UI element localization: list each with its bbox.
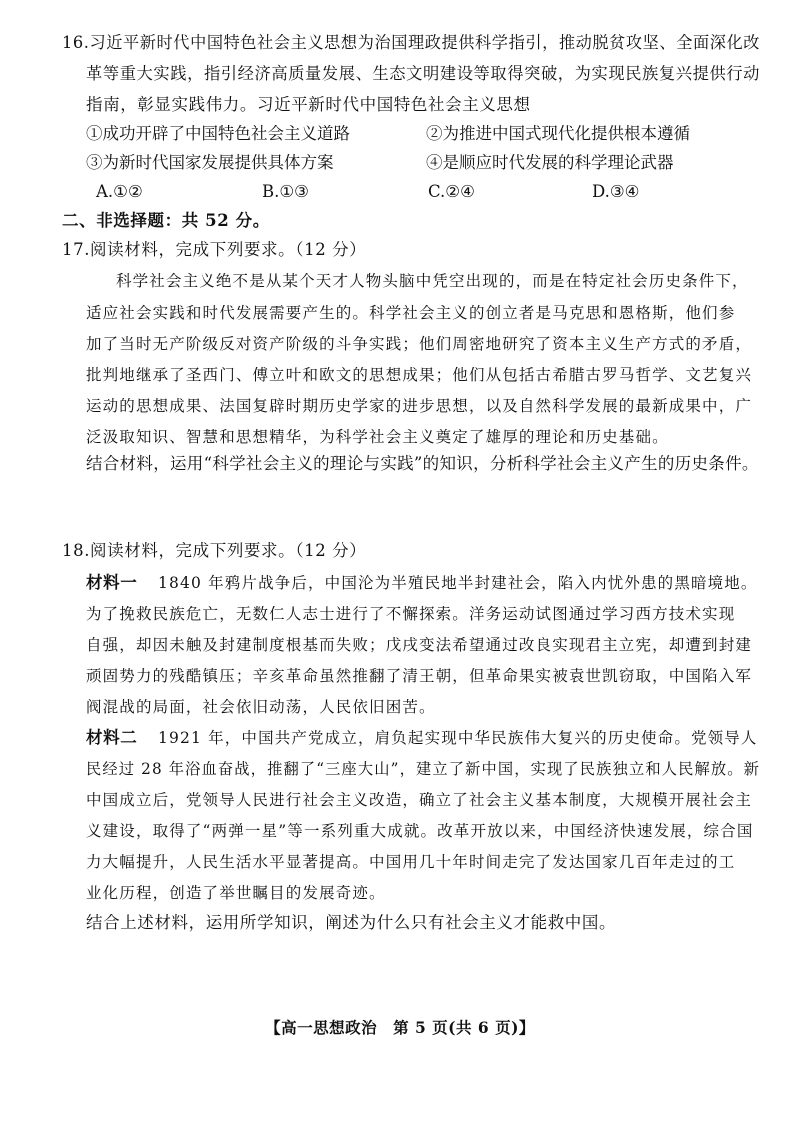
q16-statement-1: ①成功开辟了中国特色社会主义道路	[86, 124, 350, 143]
q17-title: 17.阅读材料，完成下列要求。（12 分）	[62, 240, 367, 259]
q18-material1-line-5: 阀混战的局面，社会依旧动荡，人民依旧困苦。	[86, 698, 436, 716]
q16-stem-line-1: 16.习近平新时代中国特色社会主义思想为治国理政提供科学指引，推动脱贫攻坚、全面深化改	[62, 33, 761, 52]
q16-choice-b: B.①③	[262, 182, 309, 201]
q18-material1-line-1: 1840 年鸦片战争后，中国沦为半殖民地半封建社会，陷入内忧外患的黑暗境地。	[158, 574, 758, 592]
page-footer: 【高一思想政治 第 5 页(共 6 页)】	[265, 1018, 535, 1037]
q16-statement-2: ②为推进中国式现代化提供根本遵循	[426, 124, 690, 143]
q17-material-line-4: 批判地继承了圣西门、傅立叶和欧文的思想成果；他们从包括古希腊古罗马哲学、文艺复兴	[86, 366, 753, 384]
q18-material2-label: 材料二	[86, 728, 138, 747]
q18-title: 18.阅读材料，完成下列要求。（12 分）	[62, 541, 367, 560]
q17-material-line-5: 运动的思想成果、法国复辟时期历史学家的进步思想，以及自然科学发展的最新成果中，广	[86, 397, 753, 415]
q16-stem-line-2: 革等重大实践，指引经济高质量发展、生态文明建设等取得突破，为实现民族复兴提供行动	[86, 64, 761, 83]
q18-material2-line-2: 民经过 28 年浴血奋战，推翻了“三座大山”，建立了新中国，实现了民族独立和人民解放。新	[86, 760, 761, 778]
q18-material2-line-6: 业化历程，创造了举世瞩目的发展奇迹。	[86, 884, 386, 902]
q17-material-line-6: 泛汲取知识、智慧和思想精华，为科学社会主义奠定了雄厚的理论和历史基础。	[86, 428, 669, 446]
q18-material2-line-3: 中国成立后，党领导人民进行社会主义改造，确立了社会主义基本制度，大规模开展社会主	[86, 791, 753, 809]
q17-material-line-3: 加了当时无产阶级反对资产阶级的斗争实践；他们周密地研究了资本主义生产方式的矛盾，	[86, 335, 753, 353]
q16-choice-c: C.②④	[428, 182, 475, 201]
q17-material-line-2: 适应社会实践和时代发展需要产生的。科学社会主义的创立者是马克思和恩格斯，他们参	[86, 304, 736, 322]
q16-choice-a: A.①②	[96, 182, 143, 201]
q18-material2-line-5: 力大幅提升，人民生活水平显著提高。中国用几十年时间走完了发达国家几百年走过的工	[86, 853, 736, 871]
q18-material1-line-4: 顽固势力的残酷镇压；辛亥革命虽然推翻了清王朝，但革命果实被袁世凯窃取，中国陷入军	[86, 667, 753, 685]
q18-material1-label: 材料一	[86, 573, 138, 592]
q16-stem-line-3: 指南，彰显实践伟力。习近平新时代中国特色社会主义思想	[86, 95, 531, 114]
section-heading: 二、非选择题：共 52 分。	[62, 211, 270, 230]
q18-material2-line-4: 义建设，取得了“两弹一星”等一系列重大成就。改革开放以来，中国经济快速发展，综合国	[86, 822, 754, 840]
q16-choice-d: D.③④	[592, 182, 640, 201]
q18-material1-line-3: 自强，却因未触及封建制度根基而失败；戊戌变法希望通过改良实现君主立宪，却遭到封建	[86, 636, 753, 654]
q18-material2-line-1: 1921 年，中国共产党成立，肩负起实现中华民族伟大复兴的历史使命。党领导人	[158, 729, 758, 747]
q18-task: 结合上述材料，运用所学知识，阐述为什么只有社会主义才能救中国。	[86, 913, 617, 932]
q17-task: 结合材料，运用“科学社会主义的理论与实践”的知识，分析科学社会主义产生的历史条件。	[86, 454, 759, 473]
q18-material1-line-2: 为了挽救民族危亡，无数仁人志士进行了不懈探索。洋务运动试图通过学习西方技术实现	[86, 605, 736, 623]
q16-statement-3: ③为新时代国家发展提供具体方案	[86, 153, 334, 172]
q16-statement-4: ④是顺应时代发展的科学理论武器	[426, 153, 674, 172]
q17-material-line-1: 科学社会主义绝不是从某个天才人物头脑中凭空出现的，而是在特定社会历史条件下，	[116, 272, 749, 290]
